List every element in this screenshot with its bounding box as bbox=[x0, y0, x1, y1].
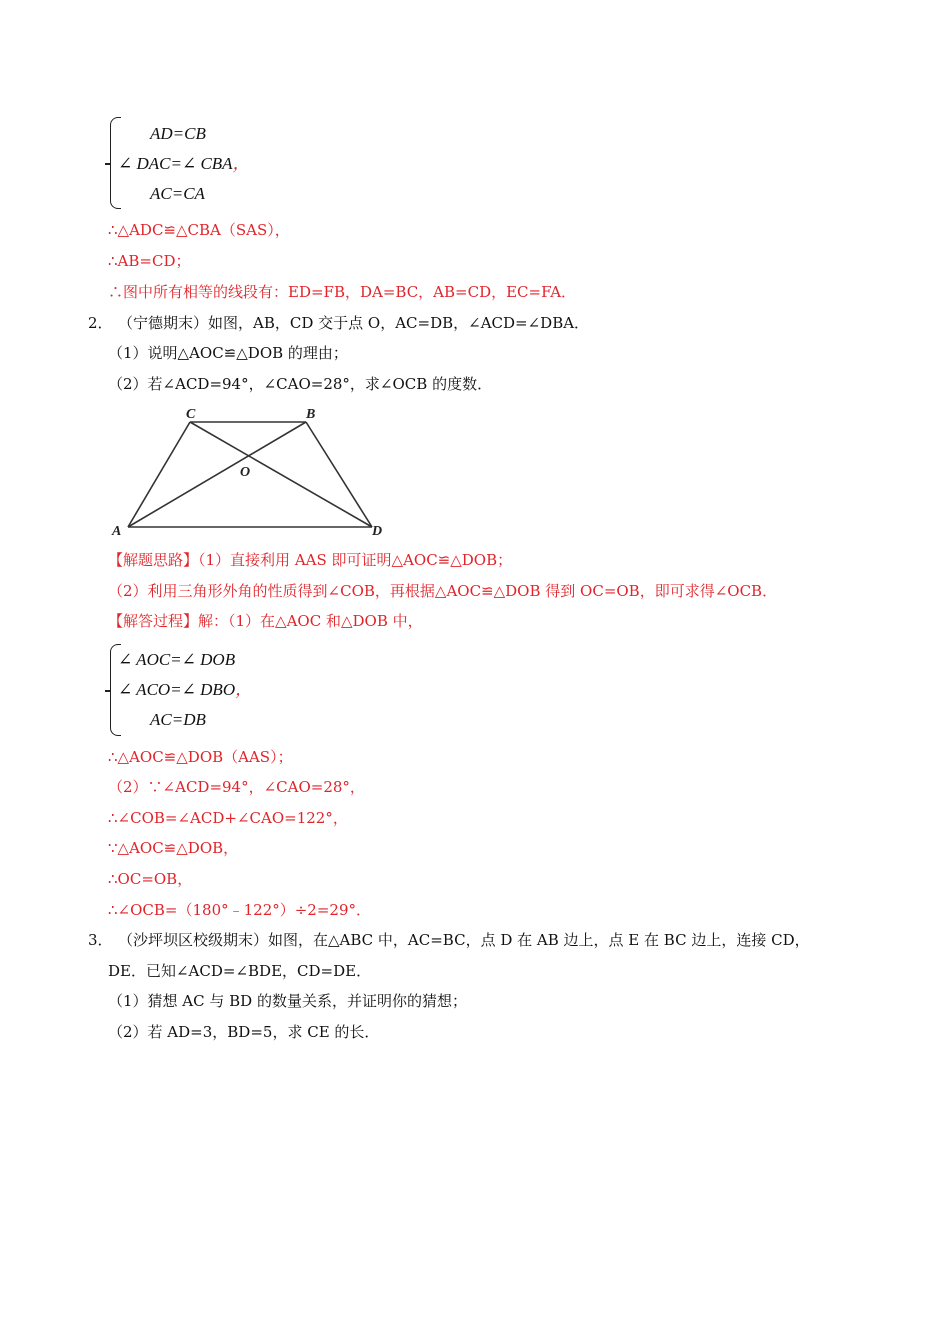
system1-row1: AD=CB bbox=[150, 124, 206, 143]
q2-number: 2． bbox=[88, 314, 113, 332]
label-C: C bbox=[186, 407, 196, 422]
q2-step-6: ∴∠OCB=（180°﹣122°）÷2=29°． bbox=[108, 901, 372, 919]
q2-step-5: ∴OC=OB， bbox=[108, 870, 193, 888]
label-B: B bbox=[306, 407, 316, 422]
system2-row2: ∠ ACO=∠ DBO， bbox=[118, 680, 253, 699]
q2-step-4: ∵△AOC≌△DOB， bbox=[108, 839, 239, 857]
q2-idea-1: 【解题思路】（1）直接利用 AAS 即可证明△AOC≌△DOB； bbox=[108, 551, 513, 569]
q3-number: 3． bbox=[88, 931, 113, 949]
prev-line-2: ∴AB=CD； bbox=[108, 252, 191, 270]
q3-stem-1: （沙坪坝区校级期末）如图，在△ABC 中，AC=BC，点 D 在 AB 边上，点 E 在 BC 边上，连接 CD， bbox=[118, 931, 810, 949]
q2-part1: （1）说明△AOC≌△DOB 的理由； bbox=[108, 344, 348, 362]
q2-step-3: ∴∠COB=∠ACD+∠CAO=122°， bbox=[108, 809, 348, 827]
segment-AC bbox=[128, 422, 190, 527]
q3-part2: （2）若 AD=3，BD=5，求 CE 的长． bbox=[108, 1023, 380, 1041]
prev-line-3: ∴图中所有相等的线段有：ED=FB，DA=BC，AB=CD，EC=FA． bbox=[108, 283, 577, 301]
label-A: A bbox=[112, 524, 122, 539]
system1-row3: AC=CA bbox=[150, 184, 205, 203]
system2-row1: ∠ AOC=∠ DOB bbox=[118, 650, 236, 669]
system1-row2: ∠ DAC=∠ CBA， bbox=[118, 154, 250, 173]
q2-step-1: ∴△AOC≌△DOB（AAS）； bbox=[108, 748, 293, 766]
prev-line-1: ∴△ADC≌△CBA（SAS）， bbox=[108, 221, 290, 239]
q3-part1: （1）猜想 AC 与 BD 的数量关系，并证明你的猜想； bbox=[108, 992, 467, 1010]
q2-idea-2: （2）利用三角形外角的性质得到∠COB，再根据△AOC≌△DOB 得到 OC=OB，即可求得∠OCB． bbox=[108, 582, 778, 600]
label-O: O bbox=[240, 465, 251, 480]
q3-stem-2: DE．已知∠ACD=∠BDE，CD=DE． bbox=[108, 962, 372, 980]
segment-BD bbox=[306, 422, 372, 527]
q2-step-2: （2）∵∠ACD=94°，∠CAO=28°， bbox=[108, 778, 365, 796]
q2-stem: （宁德期末）如图，AB，CD 交于点 O，AC=DB，∠ACD=∠DBA． bbox=[118, 314, 590, 332]
q2-part2: （2）若∠ACD=94°，∠CAO=28°，求∠OCB 的度数． bbox=[108, 375, 493, 393]
label-D: D bbox=[372, 524, 383, 539]
system2-row3: AC=DB bbox=[150, 710, 206, 729]
q2-process-start: 【解答过程】解：（1）在△AOC 和△DOB 中， bbox=[108, 612, 423, 630]
trapezoid-figure bbox=[110, 402, 390, 542]
